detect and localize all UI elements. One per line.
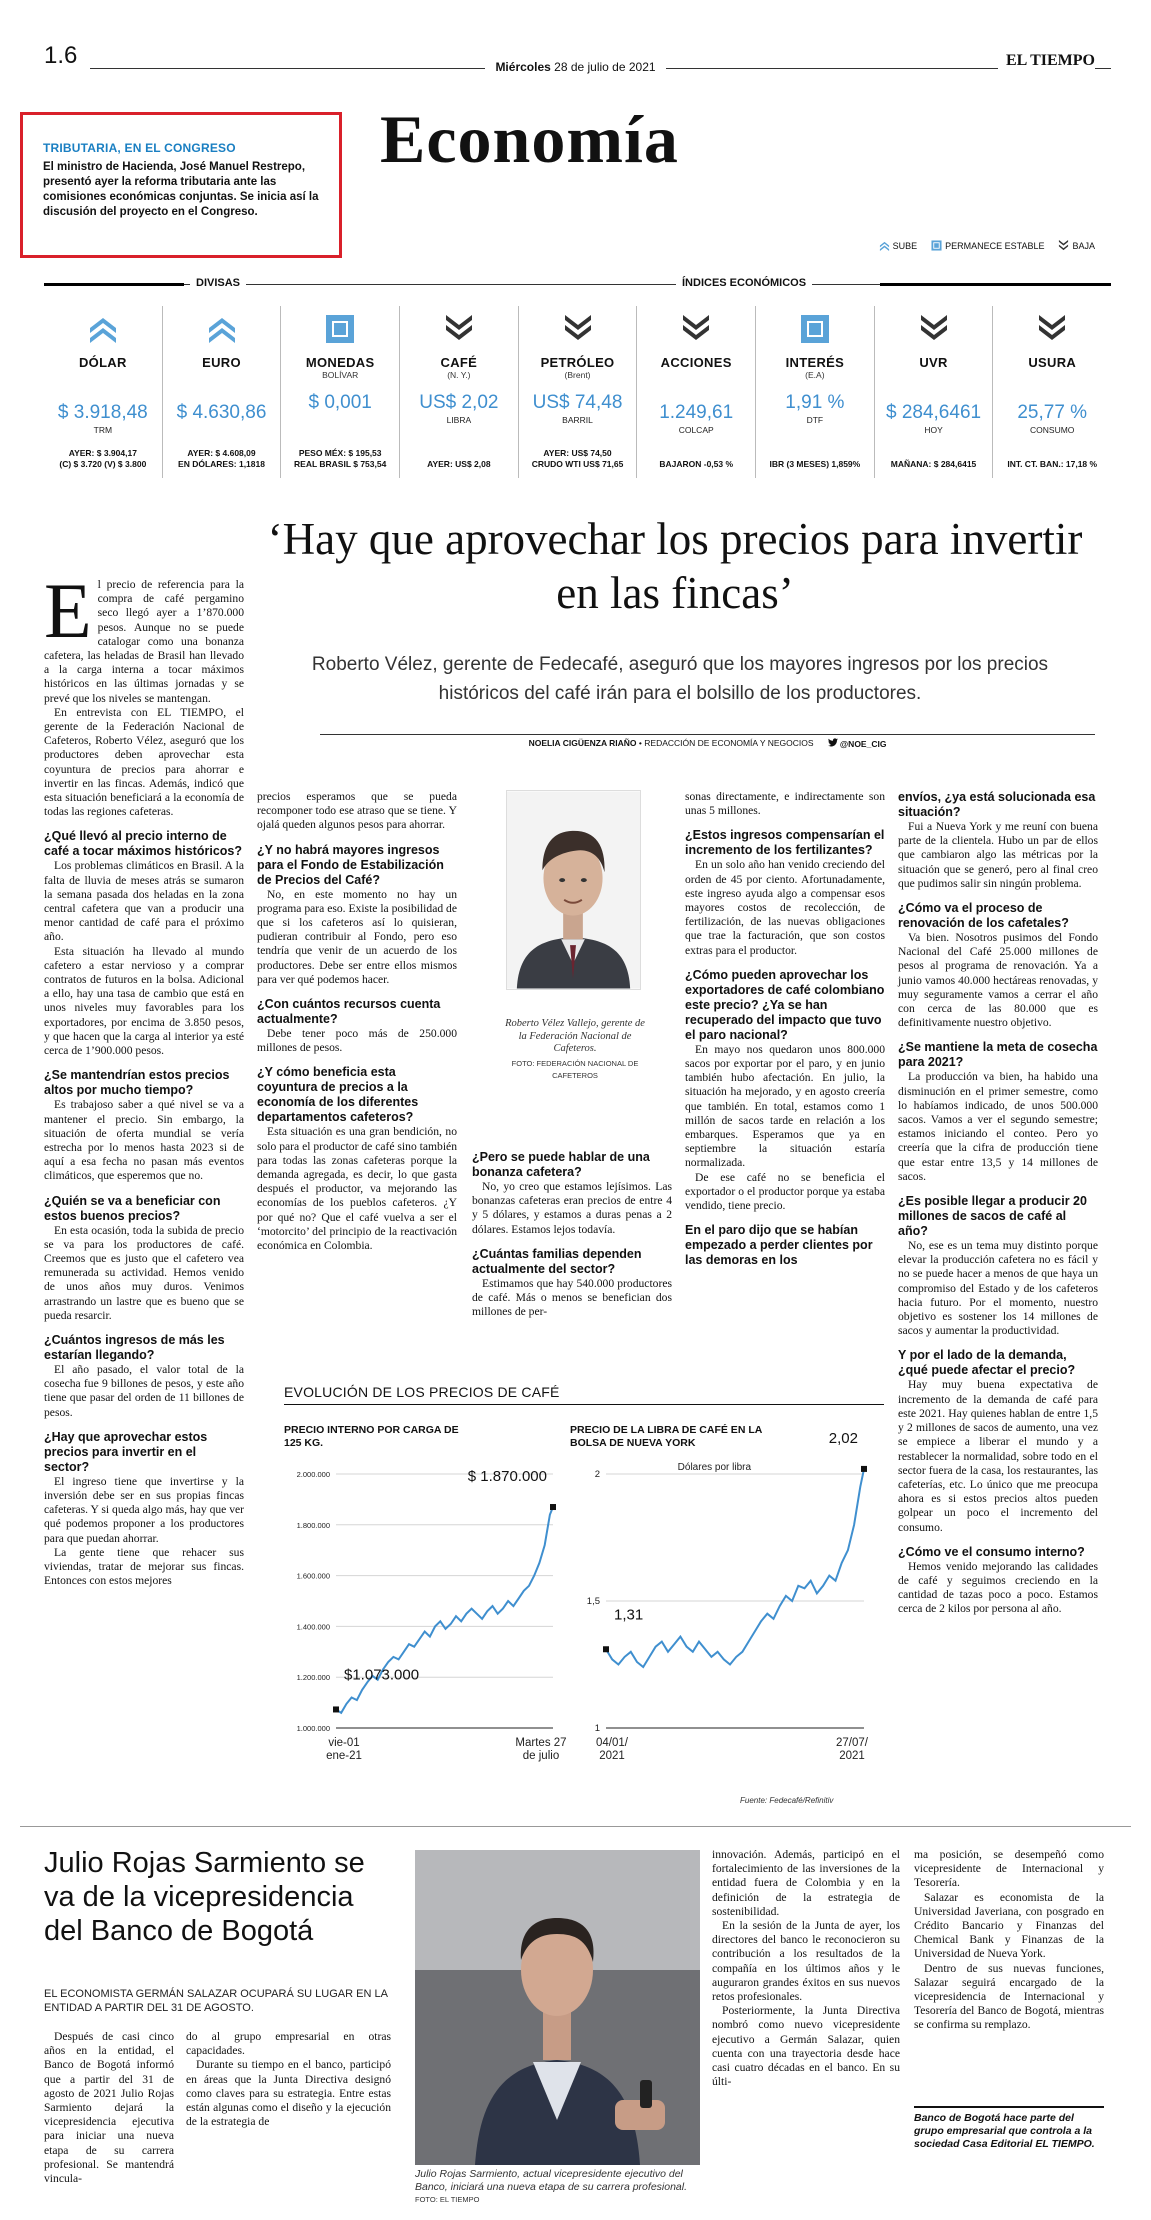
- indicator-name: USURA: [1028, 355, 1077, 370]
- indicator-footnote-line: (C) $ 3.720 (V) $ 3.800: [59, 459, 147, 469]
- indicator-name: CAFÉ: [440, 355, 478, 370]
- start-point: [603, 1646, 609, 1652]
- interview-answer: precios esperamos que se pueda recomponer todo ese atraso que se tiene. Y ojalá queden algunos pesos para ahorrar.: [257, 790, 457, 832]
- indicator-dolar: [44, 306, 163, 478]
- indicator-petroleo: [519, 306, 638, 478]
- indicator-value: 1.249,61: [659, 402, 734, 423]
- indicator-unit: CONSUMO: [1030, 425, 1075, 435]
- legend-down: BAJA: [1058, 240, 1095, 251]
- end-value-label: $ 1.870.000: [467, 1468, 547, 1486]
- article-paragraph: Salazar es economista de la Universidad Javeriana, con posgrado en Crédito Bancario y Finanzas del Chemical Bank y Finanzas de la Universidad de Nueva York.: [914, 1890, 1104, 1961]
- indicator-unit: BARRIL: [562, 415, 593, 425]
- indicator-footnote-line: REAL BRASIL $ 753,54: [294, 459, 387, 469]
- indicator-value: $ 0,001: [308, 392, 372, 413]
- interview-question: ¿Es posible llegar a producir 20 millones de sacos de café al año?: [898, 1194, 1087, 1239]
- interview-question: ¿Y no habrá mayores ingresos para el Fondo de Estabilización de Precios del Café?: [257, 842, 444, 887]
- indicator-name: ACCIONES: [660, 355, 732, 370]
- interview-answer: Fui a Nueva York y me reuní con buena parte de la clientela. Hubo un par de ellos que cambiaron algo las métricas por la situación que se generó, pero al final creo que pudimos salir sin ningún problema.: [898, 820, 1098, 890]
- indicator-footnote-line: PESO MÉX: $ 195,53: [298, 448, 382, 458]
- square-icon: [800, 314, 830, 344]
- indicator-sub: [637, 370, 755, 380]
- indicator-interes: [756, 306, 875, 478]
- up-chevron-icon: [88, 314, 118, 344]
- indicator-uvr: [875, 306, 994, 478]
- indicator-sub: [44, 370, 162, 380]
- indicator-value: 25,77 %: [1017, 402, 1088, 423]
- article-paragraph: Después de casi cinco años en la entidad, el Banco de Bogotá informó que a partir del 31 de agosto de 2021 Julio Rojas Sarmiento dejará la vicepresidencia ejecutiva para iniciar una nueva etapa de su carrera profesional. Se mantendrá vincula-: [44, 2030, 174, 2186]
- disclosure-note: Banco de Bogotá hace parte del grupo empresarial que controla a la sociedad Casa Editorial EL TIEMPO.: [914, 2106, 1104, 2151]
- indicator-monedas: [281, 306, 400, 478]
- y-tick-label: 1: [594, 1723, 600, 1734]
- teaser-kicker: TRIBUTARIA, EN EL CONGRESO: [43, 141, 236, 155]
- y-tick-label: 2.000.000: [296, 1470, 330, 1479]
- interview-answer: La producción va bien, ha habido una disminución en el primer semestre, como lo habíamos indicado, de unos 500.000 sacos. Vamos a ver el segundo semestre; estamos iniciando el conteo. Pero yo creería que la cifra de producción tiene que estar entre 13,5 y 14 millones de sacos.: [898, 1070, 1098, 1183]
- indicator-value: US$ 2,02: [419, 392, 499, 413]
- indicator-footnote: [875, 459, 993, 470]
- indicator-name: MONEDAS: [305, 355, 375, 370]
- article-headline: ‘Hay que aprovechar los precios para invertir en las fincas’: [267, 514, 1083, 618]
- indicator-acciones: [637, 306, 756, 478]
- chart-plot: [284, 1454, 569, 1790]
- indicator-name: EURO: [202, 355, 241, 370]
- bottom-column-1: [44, 2030, 174, 2186]
- date-line: [0, 60, 1151, 74]
- article-paragraph: Posteriormente, la Junta Directiva nombró como nuevo vicepresidente ejecutivo a Germán Salazar, quien cuenta con una trayectoria desde hace casi cuatro décadas en el banco. En su últi-: [712, 2004, 900, 2089]
- portrait-caption: Roberto Vélez Vallejo, gerente de la Federación Nacional de Cafeteros. FOTO: FEDERACIÓN NACIONAL DE CAFETEROS: [505, 1018, 645, 1083]
- chart-title: PRECIO INTERNO POR CARGA DE 125 KG.: [284, 1424, 459, 1449]
- byline: [320, 738, 1095, 749]
- legend-stable: PERMANECE ESTABLE: [931, 240, 1044, 251]
- start-value-label: $1.073.000: [344, 1666, 420, 1684]
- x-tick-label: 04/01/: [596, 1737, 628, 1749]
- indicator-name: PETRÓLEO: [540, 355, 615, 370]
- indicator-footnote: [163, 448, 281, 470]
- indicators-strip: [44, 306, 1111, 478]
- interview-answer: Estimamos que hay 540.000 productores de café. Más o menos se benefician dos millones de per-: [472, 1276, 672, 1319]
- photo-credit: FOTO: FEDERACIÓN NACIONAL DE CAFETEROS: [511, 1058, 639, 1080]
- trend-legend: [879, 240, 1095, 251]
- interview-answer: No, ese es un tema muy distinto porque elevar la producción cafetera no es fácil y no se puede hacer a menos de que haya un compromiso del Estado y de los cafeteros hacia futuro. Por el momento, nuestro objetivo es sostener los 14 millones de sacos y aumentar la productividad.: [898, 1239, 1098, 1338]
- teaser-text: El ministro de Hacienda, José Manuel Restrepo, presentó ayer la reforma tributaria ante las comisiones económicas conjuntas. Se inicia así la discusión del proyecto en el Congreso.: [43, 161, 319, 218]
- indicator-name: DÓLAR: [78, 355, 127, 370]
- indicator-value: $ 4.630,86: [176, 402, 267, 423]
- interview-question: ¿Y cómo beneficia esta coyuntura de precios a la economía de los diferentes departamentos cafeteros?: [257, 1065, 419, 1125]
- indicator-sub: (E.A): [805, 370, 825, 380]
- interview-question: ¿Cuántas familias dependen actualmente del sector?: [472, 1246, 642, 1276]
- square-icon: [931, 240, 942, 251]
- x-tick-label: ene-21: [326, 1750, 362, 1762]
- interview-answer: No, en este momento no hay un programa para eso. Existe la posibilidad de que si los cafeteros así lo quisieran, pudieran contribuir al Fondo, pero eso tendría que venir de un acuerdo de los productores. Debe ser entre ellos mismos para ver qué podemos hacer.: [257, 887, 457, 986]
- down-chevron-icon: [919, 314, 949, 344]
- interview-question: En el paro dijo que se habían empezado a perder clientes por las demoras en los: [685, 1223, 873, 1268]
- drop-cap: E: [44, 567, 92, 654]
- interview-answer: Esta situación es una gran bendición, no solo para el productor de café sino también para todas las zonas cafeteras porque la demanda agregada, es decir, lo que gasta después el productor, va mejorando las economías de los pueblos cafeteros. ¿Y por qué no? Que el café vuelva a ser el ‘motorcito’ del principio de la reactivación económica en Colombia.: [257, 1125, 457, 1253]
- interview-question: envíos, ¿ya está solucionada esa situación?: [898, 790, 1096, 819]
- interview-question: Y por el lado de la demanda, ¿qué puede afectar el precio?: [898, 1348, 1076, 1378]
- interview-answer: El año pasado, el valor total de la cosecha fue 9 billones de pesos, y este año tiene que pasar del orden de 11 billones de pesos.: [44, 1362, 244, 1419]
- indicator-sub: BOLÍVAR: [322, 370, 359, 380]
- teaser-box[interactable]: [20, 112, 342, 258]
- up-chevron-icon: [207, 314, 237, 344]
- indicator-footnote: [281, 448, 399, 470]
- article-paragraph: l precio de referencia para la compra de café pergamino seco llegó ayer a 1’870.000 pesos. Aunque no se puede catalogar como una bonanza cafetera, las heladas de Brasil han llevado a la carga interna a tocar máximos históricos en las últimas jornadas y se prevé que los niveles se mantengan.: [44, 578, 244, 705]
- series-line: [606, 1469, 864, 1667]
- chart-source: Fuente: Fedecafé/Refinitiv: [740, 1796, 834, 1805]
- interview-question: ¿Cuántos ingresos de más les estarían llegando?: [44, 1332, 225, 1362]
- article-paragraph: En entrevista con EL TIEMPO, el gerente de la Federación Nacional de Cafeteros, Roberto Vélez, aseguró que los productores deben aprovechar esta coyuntura de precios para ahorrar e invertir en las fincas. Además, indicó que esta situación beneficiará a la economía de todas las regiones cafeteras.: [44, 705, 244, 819]
- indicator-name: INTERÉS: [785, 355, 845, 370]
- chart-internal-price: [284, 1410, 569, 1790]
- interview-answer: Hay muy buena expectativa de incremento de la demanda de café para este 2021. Hay quienes hablan de entre 1,5 y 2 millones de sacos de aumento, una vez se empiece a liberar el mundo y a restablecer la normalidad, sobre todo en el sector fuera de la casa, los restaurantes, las cafeterías, etc. Lo único que me preocupa ahora es si estos precios altos pueden golpear un poco el incremento del consumo.: [898, 1378, 1098, 1534]
- indicator-footnote: [756, 459, 874, 470]
- indicator-unit: HOY: [924, 425, 943, 435]
- article-column-2: [257, 790, 457, 1253]
- indicator-name: UVR: [919, 355, 948, 370]
- indicator-value: US$ 74,48: [532, 392, 623, 413]
- indicator-sub: [993, 370, 1111, 380]
- interview-answer: En mayo nos quedaron unos 800.000 sacos por exportar por el paro, y en junio también hubo afectación. En julio, la situación ha mejorado, y en agosto creería que también. En total, estamos como 1 millón de sacos tarde en relación a los embarques. Esperamos que ya en septiembre la situación estaría normalizada.: [685, 1042, 885, 1170]
- indicator-unit: COLCAP: [678, 425, 714, 435]
- article-paragraph: innovación. Además, participó en el fortalecimiento de las inversiones de la entidad fuera de Colombia y en la definición de la estrategia de sostenibilidad.: [712, 1848, 900, 1918]
- article-subhead: Roberto Vélez, gerente de Fedecafé, aseguró que los mayores ingresos por los precios históricos del café irán para el bolsillo de los productores.: [311, 654, 1049, 704]
- author-name: NOELIA CIGÜENZA RIAÑO: [528, 738, 637, 748]
- square-icon: [325, 314, 355, 344]
- interview-answer: Hemos venido mejorando las calidades de café y seguimos creciendo en la cantidad de tazas poco a poco. Estamos cerca de 2 kilos por persona al año.: [898, 1559, 1098, 1616]
- y-axis-label: Dólares por libra: [677, 1462, 752, 1473]
- author-role: • REDACCIÓN DE ECONOMÍA Y NEGOCIOS: [638, 738, 814, 748]
- y-tick-label: 1.600.000: [296, 1571, 330, 1581]
- interview-answer: Debe tener poco más de 250.000 millones de pesos.: [257, 1027, 457, 1055]
- divisas-label: DIVISAS: [190, 277, 246, 289]
- indicator-sub: [875, 370, 993, 380]
- indicator-usura: [993, 306, 1111, 478]
- portrait-photo: [506, 790, 641, 990]
- interview-question: ¿Se mantendrían estos precios altos por mucho tiempo?: [44, 1068, 230, 1098]
- x-tick-label: Martes 27: [515, 1737, 567, 1749]
- interview-answer: sonas directamente, e indirectamente son unas 5 millones.: [685, 790, 885, 818]
- start-value-label: 1,31: [614, 1606, 644, 1624]
- down-chevron-icon: [1058, 240, 1069, 251]
- interview-answer: Esta situación ha llevado al mundo cafetero a estar nervioso y a comprar contratos de futuros en la bolsa. Adicional a ello, hay una tasa de cambio que está en unos niveles muy favorables para los exportadores, por encima de 3.850 pesos, y que hacen que la carga al interior ya esté cerca de 1’900.000 pesos.: [44, 944, 244, 1058]
- indicator-footnote: [400, 459, 518, 470]
- charts-title: EVOLUCIÓN DE LOS PRECIOS DE CAFÉ: [284, 1384, 560, 1400]
- interview-question: ¿Se mantiene la meta de cosecha para 2021?: [898, 1040, 1098, 1070]
- indicator-footnote: [519, 448, 637, 470]
- indicators-rule-right: [880, 283, 1111, 286]
- article-column-1: [44, 567, 245, 1588]
- indicator-value: $ 3.918,48: [57, 402, 148, 423]
- article-column-3: [472, 1150, 672, 1319]
- y-tick-label: 1,5: [586, 1596, 600, 1607]
- interview-answer: Va bien. Nosotros pusimos del Fondo Nacional del Café 25.000 millones de pesos al programa de renovación. Ya a junio vamos 40.000 hectáreas renovadas, y muy seguramente vamos a cerrar el año con cerca de las 80.000 que es definitivamente nuestro objetivo.: [898, 931, 1098, 1030]
- bottom-article-rule: [20, 1826, 1131, 1827]
- speaker-photo: [415, 1850, 700, 2165]
- weekday: Miércoles: [495, 60, 551, 74]
- interview-question: ¿Pero se puede hablar de una bonanza cafetera?: [472, 1150, 650, 1179]
- twitter-bird-icon: [828, 738, 838, 747]
- down-chevron-icon: [563, 314, 593, 344]
- up-chevron-icon: [879, 240, 890, 251]
- indicator-sub: [163, 370, 281, 380]
- x-tick-label: 2021: [839, 1750, 865, 1762]
- speaker-caption: Julio Rojas Sarmiento, actual vicepresidente ejecutivo del Banco, iniciará una nueva etapa de su carrera profesional. FOTO: EL TIEMPO: [415, 2168, 688, 2204]
- indicator-unit: TRM: [93, 425, 113, 435]
- article-paragraph: En la sesión de la Junta de ayer, los directores del banco le reconocieron su contribución a los resultados de la compañía en los últimos años y le auguraron grandes éxitos en sus nuevos retos profesionales.: [712, 1919, 900, 2004]
- interview-answer: De ese café no se beneficia el exportador o el productor porque ya estaba vendido, tiene precio.: [685, 1170, 885, 1213]
- y-tick-label: 2: [594, 1469, 600, 1480]
- indicator-footnote-line: AYER: $ 3.904,17: [68, 448, 137, 458]
- indices-label: ÍNDICES ECONÓMICOS: [676, 277, 812, 289]
- indicator-footnote: [44, 448, 162, 470]
- end-value-label: 2,02: [828, 1429, 858, 1447]
- down-chevron-icon: [444, 314, 474, 344]
- photo-credit: FOTO: EL TIEMPO: [415, 2195, 480, 2204]
- interview-question: ¿Qué llevó al precio interno de café a tocar máximos históricos?: [44, 829, 242, 859]
- charts-rule: [284, 1404, 884, 1405]
- indicator-footnote-line: AYER: US$ 74,50: [543, 448, 612, 458]
- bottom-column-3: [712, 1848, 900, 2089]
- indicator-value: $ 284,6461: [885, 402, 982, 423]
- date: 28 de julio de 2021: [554, 60, 656, 74]
- article-paragraph: ma posición, se desempeñó como vicepresidente de Internacional y Tesorería.: [914, 1848, 1104, 1890]
- indicator-footnote: [637, 459, 755, 470]
- bottom-column-2: [186, 2030, 391, 2129]
- indicator-footnote-line: EN DÓLARES: 1,1818: [178, 459, 265, 469]
- x-tick-label: de julio: [522, 1750, 560, 1762]
- indicator-euro: [163, 306, 282, 478]
- interview-answer: Es trabajoso saber a qué nivel se va a mantener el precio. Sin embargo, la situación de oferta mundial se vería estrecha por lo menos hasta 2023 si de aquí a esa fecha no pasan más eventos climáticos, que esperemos que no.: [44, 1098, 244, 1183]
- bottom-lead: EL ECONOMISTA GERMÁN SALAZAR OCUPARÁ SU LUGAR EN LA ENTIDAD A PARTIR DEL 31 DE AGOSTO.: [44, 1988, 388, 2014]
- twitter-handle[interactable]: @NOE_CIG: [828, 738, 887, 749]
- y-tick-label: 1.400.000: [296, 1622, 330, 1632]
- x-tick-label: vie-01: [328, 1737, 360, 1749]
- interview-answer: En esta ocasión, toda la subida de precio se va para los productores de café. Creemos que es justo que el cafetero vea remunerada su actividad. Hemos venido de unos años muy duros. Venimos arrastrando un lastre que es bueno que se pueda resarcir.: [44, 1223, 244, 1322]
- interview-question: ¿Quién se va a beneficiar con estos buenos precios?: [44, 1193, 221, 1223]
- indicator-value: 1,91 %: [785, 392, 845, 413]
- interview-question: ¿Cómo va el proceso de renovación de los cafetales?: [898, 901, 1069, 931]
- indicator-footnote-line: BAJARON -0,53 %: [659, 459, 734, 469]
- indicator-sub: (Brent): [564, 370, 591, 380]
- y-tick-label: 1.200.000: [296, 1673, 330, 1683]
- indicator-footnote-line: CRUDO WTI US$ 71,65: [531, 459, 624, 469]
- article-paragraph: Durante su tiempo en el banco, participó en áreas que la Junta Directiva designó como claves para su estrategia. Entre estas están algunas como el diseño y la ejecución de la estrategia de: [186, 2058, 391, 2129]
- indicator-unit: LIBRA: [446, 415, 472, 425]
- article-column-5: [898, 790, 1098, 1617]
- indicator-footnote-line: IBR (3 MESES) 1,859%: [769, 459, 861, 469]
- bottom-column-4: [914, 1848, 1104, 2033]
- interview-answer: La gente tiene que rehacer sus viviendas, tratar de mejorar sus fincas. Entonces con estos mejores: [44, 1545, 244, 1588]
- bottom-headline: Julio Rojas Sarmiento se va de la vicepresidencia del Banco de Bogotá: [44, 1847, 365, 1947]
- interview-answer: No, yo creo que estamos lejísimos. Las bonanzas cafeteras eran precios de entre 4 y 5 dólares, y estamos a duras penas a 2 dólares. Estamos lejos todavía.: [472, 1180, 672, 1236]
- indicator-footnote-line: AYER: $ 4.608,09: [187, 448, 256, 458]
- down-chevron-icon: [681, 314, 711, 344]
- indicators-rule-left: [44, 283, 184, 286]
- indicator-footnote: [993, 459, 1111, 470]
- chart-ny-price: [570, 1410, 884, 1790]
- interview-answer: Los problemas climáticos en Brasil. A la falta de lluvia de meses atrás se sumaron la semana pasada dos heladas en la zona central cafetera que van a producir una menor cantidad de café para el próximo año.: [44, 859, 244, 944]
- article-paragraph: Dentro de sus nuevas funciones, Salazar seguirá encargado de la vicepresidencia de Internacional y Tesorería del Banco de Bogotá, mientras se confirma su remplazo.: [914, 1961, 1104, 2032]
- indicator-sub: (N. Y.): [447, 370, 471, 380]
- legend-up: SUBE: [879, 240, 918, 251]
- interview-question: ¿Con cuántos recursos cuenta actualmente?: [257, 997, 441, 1027]
- down-chevron-icon: [1037, 314, 1067, 344]
- article-paragraph: do al grupo empresarial en otras capacidades.: [186, 2030, 391, 2058]
- byline-rule: [320, 734, 1095, 735]
- interview-question: ¿Cómo ve el consumo interno?: [898, 1544, 1085, 1559]
- indicator-footnote-line: AYER: US$ 2,08: [427, 459, 491, 469]
- interview-question: ¿Cómo pueden aprovechar los exportadores de café colombiano este precio? ¿Ya se han recuperado del impacto que tuvo el paro nacional?: [685, 967, 885, 1042]
- interview-answer: El ingreso tiene que invertirse y la inversión debe ser en sus propias fincas cafeteras. Y si queda algo más, hay que ver qué podemos proponer a los productores para que puedan ahorrar.: [44, 1474, 245, 1545]
- interview-answer: En un solo año han venido creciendo del orden de 45 por ciento. Afortunadamente, este ingreso ayuda algo a compensar esos mayores costos de recolección, de fertilización, de las nuevas obligaciones que trae la facturación, que son costos extras para el productor.: [685, 858, 885, 957]
- end-point: [550, 1504, 556, 1510]
- start-point: [333, 1706, 339, 1712]
- interview-question: ¿Estos ingresos compensarían el incremento de los fertilizantes?: [685, 828, 885, 858]
- y-tick-label: 1.000.000: [296, 1724, 330, 1733]
- indicator-footnote-line: INT. CT. BAN.: 17,18 %: [1007, 459, 1098, 469]
- indicator-footnote-line: MAÑANA: $ 284,6415: [890, 459, 977, 469]
- page-number: 1.6: [44, 42, 78, 69]
- indicator-unit: DTF: [806, 415, 824, 425]
- y-tick-label: 1.800.000: [296, 1520, 330, 1530]
- x-tick-label: 27/07/: [836, 1737, 868, 1749]
- end-point: [861, 1466, 867, 1472]
- x-tick-label: 2021: [599, 1750, 625, 1762]
- interview-question: ¿Hay que aprovechar estos precios para invertir en el sector?: [44, 1429, 208, 1474]
- chart-title: PRECIO DE LA LIBRA DE CAFÉ EN LA BOLSA DE NUEVA YORK: [570, 1424, 762, 1449]
- section-title: Economía: [380, 101, 679, 177]
- article-column-4: [685, 790, 885, 1268]
- paper-name: EL TIEMPO: [998, 52, 1095, 70]
- indicator-cafe: [400, 306, 519, 478]
